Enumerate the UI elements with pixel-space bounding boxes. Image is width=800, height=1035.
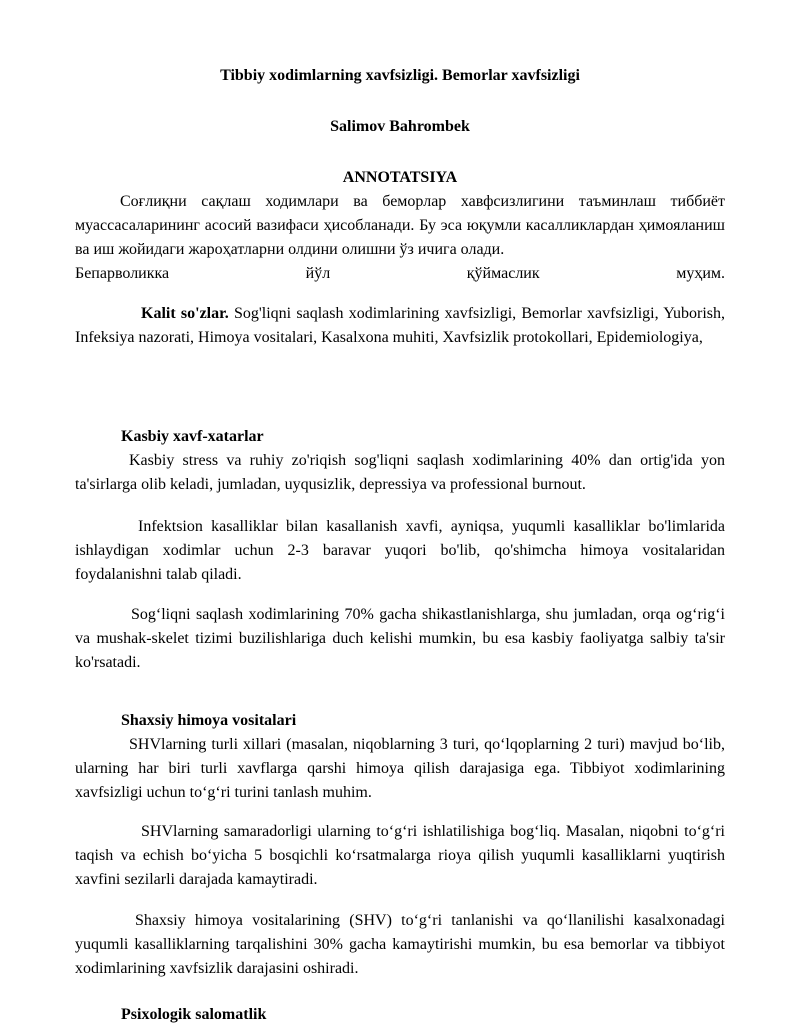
section-paragraph: SHVlarning turli xillari (masalan, niqoblarning 3 turi, qo‘lqoplarning 2 turi) mavjud bo‘lib, ularning har biri turli xavflarga qarshi himoya qilish darajasiga ega. Tibbiyot xodimlarining xavfsizligi uchun to‘g‘ri turini tanlash muhim.: [75, 736, 725, 801]
section-heading: Psixologik salomatlik: [121, 1006, 267, 1023]
section-paragraph: Infektsion kasalliklar bilan kasallanish xavfi, ayniqsa, yuqumli kasalliklar bo'limlarida ishlaydigan xodimlar uchun 2-3 baravar yuqori bo'lib, qo'shimcha himoya vositalaridan foydalanishni talab qiladi.: [75, 518, 725, 583]
section-paragraph: Kasbiy stress va ruhiy zo'riqish sog'liqni saqlash xodimlarining 40% dan ortig'ida yon ta'sirlarga olib keladi, jumladan, uyqusizlik, depressiya va professional burnout.: [75, 452, 725, 493]
section-paragraph: Sog‘liqni saqlash xodimlarining 70% gacha shikastlanishlarga, shu jumladan, orqa og‘rig‘i va mushak-skelet tizimi buzilishlariga duch kelishi mumkin, bu esa kasbiy faoliyatga salbiy ta'sir ko'rsatadi.: [75, 606, 725, 671]
keywords-text: Sog'liqni saqlash xodimlarining xavfsizligi, Bemorlar xavfsizligi, Yuborish, Infeksiya nazorati, Himoya vositalari, Kasalxona muhiti, Xavfsizlik protokollari, Epidemiologiya,: [75, 305, 726, 346]
section-paragraph-block: [75, 820, 725, 892]
section-occupational-risks: [75, 425, 725, 497]
keywords-label: Kalit so'zlar.: [141, 305, 229, 322]
annotation-text-main: Соғлиқни сақлаш ходимлари ва беморлар хавфсизлигини таъминлаш тиббиёт муассасаларининг асосий вазифаси ҳисобланади. Бу эса юқумли касалликлардан ҳимояланиш ва иш жойидаги жароҳатларни олдини олишни ўз ичига олади.: [75, 193, 725, 258]
section-heading: Kasbiy xavf-xatarlar: [121, 428, 264, 445]
document-title: Tibbiy xodimlarning xavfsizligi. Bemorlar xavfsizligi: [220, 67, 580, 84]
section-paragraph: Shaxsiy himoya vositalarining (SHV) to‘g‘ri tanlanishi va qo‘llanilishi kasalxonadagi yuqumli kasalliklarning tarqalishini 30% gacha kamaytirishi mumkin, bu esa bemorlar va tibbiyot xodimlarining xavfsizlik darajasini oshiradi.: [75, 912, 725, 977]
annotation-paragraph: [75, 190, 725, 286]
annotation-text-last: Бепарволикка йўл қўймаслик муҳим.: [75, 265, 725, 282]
keywords-paragraph: [75, 302, 725, 350]
section-paragraph-block: [75, 515, 725, 587]
section-psychological-health: [75, 1003, 725, 1027]
section-heading: Shaxsiy himoya vositalari: [121, 712, 297, 729]
author-name: Salimov Bahrombek: [330, 118, 470, 135]
annotation-heading: ANNOTATSIYA: [342, 169, 458, 186]
section-paragraph: SHVlarning samaradorligi ularning to‘g‘ri ishlatilishiga bog‘liq. Masalan, niqobni to‘g‘ri taqish va echish bo‘yicha 5 bosqichli ko‘rsatmalarga rioya qilish yuqumli kasalliklarni yuqtirish xavfini sezilarli darajada kamaytiradi.: [75, 823, 725, 888]
section-paragraph-block: [75, 603, 725, 675]
section-ppe: [75, 709, 725, 805]
section-paragraph-block: [75, 909, 725, 981]
